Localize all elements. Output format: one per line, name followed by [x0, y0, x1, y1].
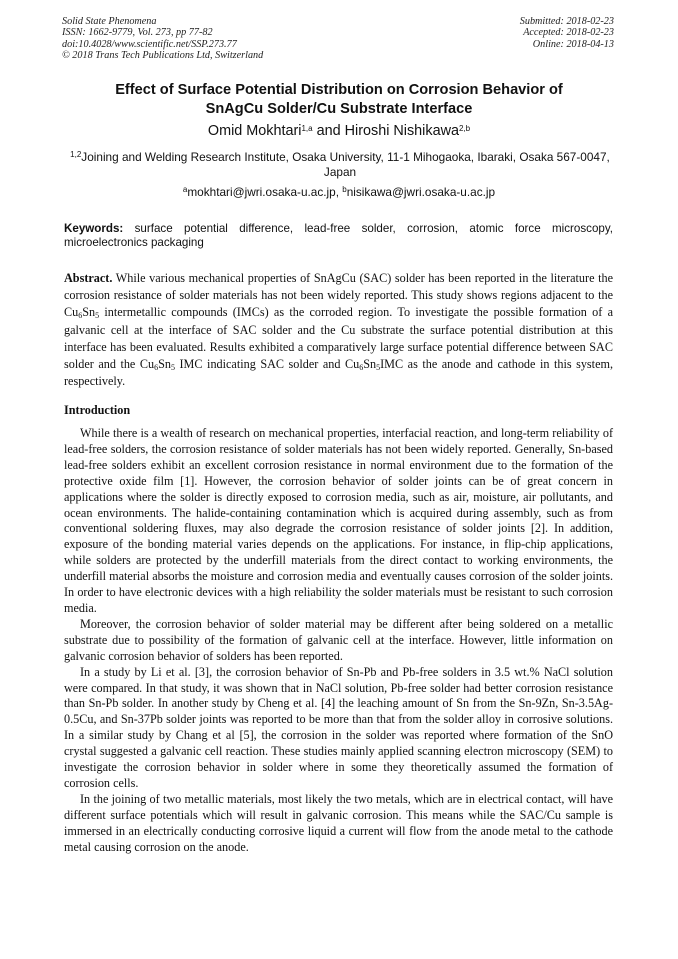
submitted-date: Submitted: 2018-02-23: [519, 16, 614, 27]
title-line-2: SnAgCu Solder/Cu Substrate Interface: [205, 100, 473, 117]
author-affil-sup: 2,b: [458, 124, 471, 133]
abstract-text: Sn: [82, 305, 96, 320]
accepted-date: Accepted: 2018-02-23: [523, 27, 614, 39]
affiliation-sup: 1,2: [70, 150, 82, 159]
author-name: Omid Mokhtari: [207, 123, 302, 139]
keywords: [64, 222, 613, 251]
affiliation-text: Joining and Welding Research Institute, Osaka University, 11-1 Mihogaoka, Ibaraki, Osaka 567-0047, Japan: [81, 150, 610, 179]
abstract-text: Sn: [158, 357, 171, 372]
email-address[interactable]: nisikawa@jwri.osaka-u.ac.jp: [346, 185, 496, 199]
email-sup: a: [182, 185, 188, 194]
affiliation: [70, 150, 610, 180]
paragraph: Moreover, the corrosion behavior of solder material may be different after being soldered on a metallic substrate due to possibility of the formation of galvanic cell at the interface. However, little information on galvanic corrosion behavior of solders has been reported.: [64, 616, 613, 663]
doi-line: doi:10.4028/www.scientific.net/SSP.273.77: [62, 38, 237, 50]
subscript: 6: [359, 363, 364, 373]
abstract-text: IMC indicating SAC solder and Cu: [174, 357, 360, 372]
section-heading: Introduction: [64, 403, 131, 417]
subscript: 5: [95, 311, 100, 321]
keywords-label: Keywords:: [64, 222, 124, 235]
abstract-text: While various mechanical properties of SnAgCu (SAC) solder has been reported in the literature the corrosion resistance of solder materials has not been widely reported. This study shows regions adjacent to the Cu: [64, 271, 613, 320]
title-line-1: Effect of Surface Potential Distribution on Corrosion Behavior of: [115, 82, 563, 98]
abstract-text: intermetallic compounds (IMCs) as the corroded region. To investigate the possible formation of a galvanic cell at the interface of SAC solder and the Cu substrate the surface potential distribution at this interface has been evaluated. Results exhibited a comparatively large surface potential difference between SAC solder and the Cu: [64, 305, 613, 372]
paragraph: In a study by Li et al. [3], the corrosion behavior of Sn-Pb and Pb-free solders in 3.5 wt.% NaCl solution were compared. In that study, it was shown that in NaCl solution, Pb-free solder had better corrosion resistance than Sn-Pb solder. In another study by Cheng et al. [4] the leaching amount of Sn from the Sn-9Zn, Sn-3.5Ag-0.5Cu, and Sn-37Pb solder joints was reported to be more than that from the solder alloy in corrosive solutions. In a similar study by Chang et al [5], the corrosion in the solder was reported where formation of the SnO crystal suggested a galvanic cell reaction. These studies mainly applied scanning electron microscopy (SEM) to investigate the corrosion behavior in solder where in some they theoretically assumed the formation of corrosion cells.: [64, 664, 613, 790]
author-conjunction: and: [312, 123, 345, 139]
keywords-text: surface potential difference, lead-free solder, corrosion, atomic force microscopy, microelectronics packaging: [64, 222, 613, 250]
subscript: 5: [170, 363, 175, 373]
author-emails: [60, 185, 618, 200]
online-date: Online: 2018-04-13: [532, 38, 614, 50]
email-address[interactable]: mokhtari@jwri.osaka-u.ac.jp: [187, 185, 336, 199]
paragraph: In the joining of two metallic materials, most likely the two metals, which are in electrical contact, will have different surface potentials which will result in galvanic corrosion. This means while the SAC/Cu sample is immersed in an electrically conducting corrosive liquid a current will flow from the anode metal to the cathode metal causing corrosion on the anode.: [64, 791, 613, 854]
author-affil-sup: 1,a: [301, 124, 313, 133]
subscript: 6: [154, 363, 159, 373]
journal-header-right: [520, 16, 614, 50]
copyright-line: © 2018 Trans Tech Publications Ltd, Switzerland: [62, 50, 264, 62]
email-sup: b: [342, 185, 347, 194]
author-list: [60, 122, 618, 140]
subscript: 5: [376, 363, 381, 373]
subscript: 6: [78, 311, 83, 321]
journal-name: Solid State Phenomena: [62, 16, 157, 27]
author-name: Hiroshi Nishikawa: [344, 123, 459, 139]
abstract-text: IMC as the anode and cathode in this system, respectively.: [64, 357, 614, 389]
paper-title: [60, 81, 618, 118]
abstract-label: Abstract.: [64, 271, 113, 285]
introduction-body: [64, 426, 613, 855]
abstract-text: Sn: [363, 357, 377, 372]
abstract: [64, 270, 613, 390]
issn-line: ISSN: 1662-9779, Vol. 273, pp 77-82: [62, 27, 213, 39]
journal-header-left: [62, 16, 263, 62]
email-separator: ,: [335, 185, 343, 199]
paragraph: While there is a wealth of research on mechanical properties, interfacial reaction, and long-term reliability of lead-free solders, the corrosion resistance of solder materials has not been widely reported. Generally, Sn-based lead-free solders exhibit an excellent corrosion resistance in normal environment due to the formation of the protective oxide film [1]. However, the corrosion behavior of solder joints can be of great concern in applications where the solder is directly exposed to corrosion media, such as air, moisture, air pollutants, and ocean environments. The halide-containing contamination which is acquired during assembly, such as from conventional soldering fluxes, may also degrade the corrosion resistance of solder joints [2]. In addition, exposure of the bonding material varies depends on the applications. For instance, in flip-chip applications, while solders are protected by the underfill materials from the direct contact to working environments, the underfill material absorbs the moisture and corrosion media and eventually causes corrosion of the solder joints. In order to have electronic devices with a high reliability the solder materials must be resistant to such corrosion media.: [64, 426, 613, 615]
